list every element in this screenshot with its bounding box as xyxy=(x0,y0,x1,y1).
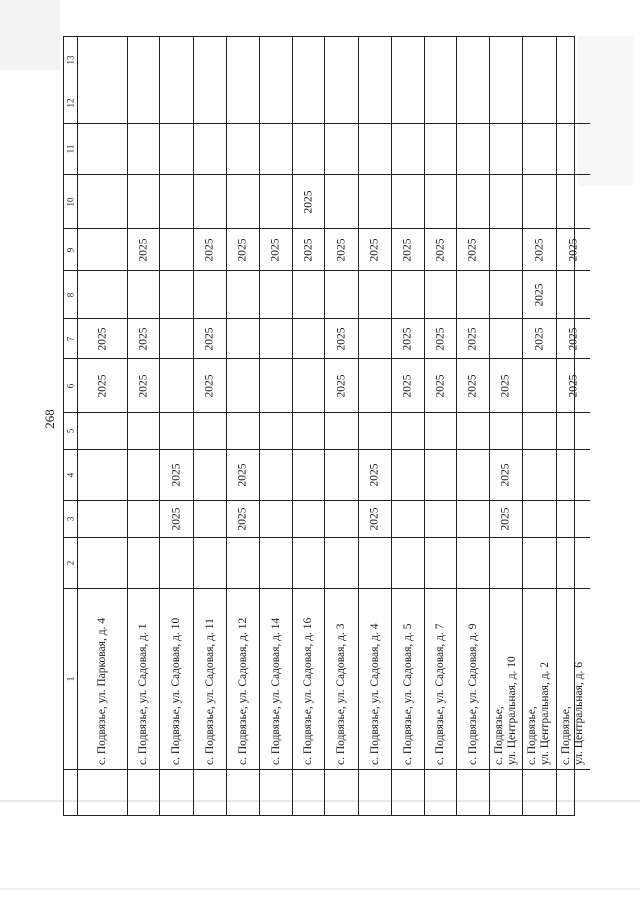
header-label: 11 xyxy=(65,144,75,154)
address-cell xyxy=(557,589,590,770)
value-cell xyxy=(78,538,127,589)
year-value: 2025 xyxy=(137,327,149,350)
address-text: с. Подвязье, ул. Садовая, д. 1 xyxy=(137,623,149,765)
value-cell xyxy=(194,124,226,175)
header-cell xyxy=(64,501,77,538)
value-cell xyxy=(523,501,556,538)
header-cell xyxy=(64,413,77,450)
value-cell xyxy=(325,538,358,589)
value-cell xyxy=(490,538,522,589)
year-value: 2025 xyxy=(203,374,216,397)
address-text: с. Подвязье, ул. Садовая, д. 12 xyxy=(236,617,249,765)
header-cell xyxy=(64,319,77,359)
value-cell xyxy=(194,229,226,271)
value-cell xyxy=(78,271,127,319)
year-value: 2025 xyxy=(137,238,149,261)
header-cell xyxy=(64,589,77,770)
value-cell xyxy=(557,124,590,175)
value-cell xyxy=(260,271,292,319)
address-cell xyxy=(227,589,259,770)
value-cell xyxy=(392,359,424,413)
address-cell xyxy=(523,589,556,770)
year-value: 2025 xyxy=(170,507,182,531)
address-text: с. Подвязье, ул. Центральная, д. 2 xyxy=(526,661,551,765)
address-cell xyxy=(490,589,522,770)
value-cell xyxy=(194,175,226,229)
header-label: 1 xyxy=(65,676,75,682)
header-label: 6 xyxy=(65,383,75,388)
value-cell xyxy=(260,175,292,229)
address-text: с. Подвязье, ул. Садовая, д. 4 xyxy=(368,623,381,765)
value-cell xyxy=(457,82,489,124)
header-label: 3 xyxy=(65,516,75,522)
value-cell xyxy=(359,229,391,271)
header-cell xyxy=(64,124,77,175)
value-cell xyxy=(260,82,292,124)
table-row xyxy=(78,37,128,815)
year-value: 2025 xyxy=(96,327,108,350)
value-cell xyxy=(78,450,127,501)
value-cell xyxy=(227,359,259,413)
year-value: 2025 xyxy=(567,238,579,261)
value-cell xyxy=(293,124,324,175)
address-cell xyxy=(325,589,358,770)
header-cell xyxy=(64,37,77,82)
year-value: 2025 xyxy=(335,238,347,261)
value-cell xyxy=(557,319,590,359)
schedule-table xyxy=(63,36,585,816)
value-cell xyxy=(425,124,456,175)
address-text: с. Подвязье, ул. Садовая, д. 9 xyxy=(466,623,479,765)
value-cell xyxy=(227,271,259,319)
value-cell xyxy=(359,124,391,175)
value-cell xyxy=(392,175,424,229)
header-cell xyxy=(64,175,77,229)
value-cell xyxy=(160,37,193,82)
year-value: 2025 xyxy=(236,463,249,487)
year-value: 2025 xyxy=(533,327,545,350)
value-cell xyxy=(325,37,358,82)
value-cell xyxy=(128,37,159,82)
value-cell xyxy=(523,319,556,359)
year-value: 2025 xyxy=(236,507,249,531)
value-cell xyxy=(260,413,292,450)
value-cell xyxy=(557,82,590,124)
value-cell xyxy=(523,229,556,271)
value-cell xyxy=(425,538,456,589)
value-cell xyxy=(128,271,159,319)
address-text: с. Подвязье, ул. Садовая, д. 7 xyxy=(434,623,446,765)
year-value: 2025 xyxy=(533,283,545,306)
value-cell xyxy=(557,175,590,229)
year-value: 2025 xyxy=(368,238,381,261)
value-cell xyxy=(194,538,226,589)
value-cell xyxy=(260,124,292,175)
year-value: 2025 xyxy=(401,238,414,261)
year-value: 2025 xyxy=(434,238,446,261)
value-cell xyxy=(425,82,456,124)
value-cell xyxy=(523,538,556,589)
header-label: 9 xyxy=(65,247,75,252)
address-text: с. Подвязье, ул. Садовая, д. 11 xyxy=(203,618,216,765)
address-text: с. Подвязье, ул. Парковая, д. 4 xyxy=(96,617,108,765)
value-cell xyxy=(128,82,159,124)
value-cell xyxy=(457,175,489,229)
value-cell xyxy=(194,271,226,319)
value-cell xyxy=(227,175,259,229)
value-cell xyxy=(194,413,226,450)
year-value: 2025 xyxy=(533,238,545,261)
value-cell xyxy=(457,319,489,359)
year-value: 2025 xyxy=(236,238,249,261)
year-value: 2025 xyxy=(499,463,512,487)
address-cell xyxy=(194,589,226,770)
value-cell xyxy=(160,319,193,359)
header-cell xyxy=(64,82,77,124)
address-cell xyxy=(260,589,292,770)
value-cell xyxy=(260,229,292,271)
address-text: с. Подвязье, ул. Садовая, д. 5 xyxy=(401,623,414,765)
value-cell xyxy=(523,413,556,450)
value-cell xyxy=(457,229,489,271)
address-text: с. Подвязье, ул. Садовая, д. 10 xyxy=(170,617,182,765)
value-cell xyxy=(425,229,456,271)
value-cell xyxy=(78,319,127,359)
value-cell xyxy=(160,450,193,501)
value-cell xyxy=(457,37,489,82)
scan-noise xyxy=(0,0,60,70)
value-cell xyxy=(128,175,159,229)
year-value: 2025 xyxy=(466,374,479,397)
value-cell xyxy=(160,501,193,538)
header-cell xyxy=(64,450,77,501)
value-cell xyxy=(523,82,556,124)
value-cell xyxy=(78,413,127,450)
value-cell xyxy=(490,175,522,229)
header-label: 8 xyxy=(65,292,75,297)
value-cell xyxy=(557,501,590,538)
value-cell xyxy=(359,37,391,82)
value-cell xyxy=(293,37,324,82)
table-row xyxy=(194,37,227,815)
value-cell xyxy=(392,124,424,175)
header-label: 2 xyxy=(65,560,75,566)
value-cell xyxy=(359,450,391,501)
value-cell xyxy=(490,359,522,413)
year-value: 2025 xyxy=(499,374,512,397)
table-row xyxy=(293,37,325,815)
header-cell xyxy=(64,359,77,413)
value-cell xyxy=(227,413,259,450)
address-cell xyxy=(392,589,424,770)
value-cell xyxy=(78,37,127,82)
value-cell xyxy=(457,124,489,175)
value-cell xyxy=(523,450,556,501)
value-cell xyxy=(557,271,590,319)
value-cell xyxy=(227,37,259,82)
year-value: 2025 xyxy=(567,327,579,350)
value-cell xyxy=(194,359,226,413)
value-cell xyxy=(194,450,226,501)
value-cell xyxy=(490,124,522,175)
header-cell xyxy=(64,229,77,271)
value-cell xyxy=(359,271,391,319)
value-cell xyxy=(160,359,193,413)
value-cell xyxy=(557,538,590,589)
value-cell xyxy=(425,450,456,501)
value-cell xyxy=(194,37,226,82)
value-cell xyxy=(392,229,424,271)
address-text: с. Подвязье, ул. Центральная, д. 10 xyxy=(492,656,518,765)
address-cell xyxy=(425,589,456,770)
header-label: 10 xyxy=(65,197,75,206)
value-cell xyxy=(523,175,556,229)
address-cell xyxy=(293,589,324,770)
value-cell xyxy=(160,229,193,271)
value-cell xyxy=(194,319,226,359)
value-cell xyxy=(293,175,324,229)
address-cell xyxy=(78,589,127,770)
value-cell xyxy=(293,82,324,124)
header-cell xyxy=(64,538,77,589)
value-cell xyxy=(293,319,324,359)
value-cell xyxy=(160,413,193,450)
value-cell xyxy=(78,175,127,229)
header-label: 12 xyxy=(65,98,75,107)
value-cell xyxy=(425,175,456,229)
value-cell xyxy=(457,538,489,589)
value-cell xyxy=(160,124,193,175)
value-cell xyxy=(128,501,159,538)
year-value: 2025 xyxy=(499,507,512,531)
scan-noise xyxy=(0,888,640,890)
value-cell xyxy=(557,413,590,450)
value-cell xyxy=(160,82,193,124)
value-cell xyxy=(392,271,424,319)
table-row xyxy=(392,37,425,815)
header-label: 5 xyxy=(65,428,75,434)
value-cell xyxy=(160,175,193,229)
table-row xyxy=(227,37,260,815)
value-cell xyxy=(490,450,522,501)
value-cell xyxy=(260,37,292,82)
header-cell xyxy=(64,271,77,319)
value-cell xyxy=(227,124,259,175)
value-cell xyxy=(490,413,522,450)
value-cell xyxy=(160,538,193,589)
header-label: 7 xyxy=(65,336,75,341)
value-cell xyxy=(260,359,292,413)
address-text: с. Подвязье, ул. Центральная, д. 6 xyxy=(559,661,585,765)
header-label: 4 xyxy=(65,472,75,478)
value-cell xyxy=(260,538,292,589)
value-cell xyxy=(359,82,391,124)
year-value: 2025 xyxy=(567,374,579,397)
value-cell xyxy=(194,501,226,538)
value-cell xyxy=(457,413,489,450)
value-cell xyxy=(325,82,358,124)
address-text: с. Подвязье, ул. Садовая, д. 16 xyxy=(302,617,314,765)
year-value: 2025 xyxy=(401,374,414,397)
value-cell xyxy=(325,124,358,175)
value-cell xyxy=(425,271,456,319)
value-cell xyxy=(78,124,127,175)
value-cell xyxy=(392,501,424,538)
year-value: 2025 xyxy=(434,327,446,350)
value-cell xyxy=(128,124,159,175)
value-cell xyxy=(392,538,424,589)
value-cell xyxy=(490,319,522,359)
value-cell xyxy=(392,319,424,359)
value-cell xyxy=(359,319,391,359)
value-cell xyxy=(359,359,391,413)
year-value: 2025 xyxy=(335,374,347,397)
value-cell xyxy=(490,37,522,82)
value-cell xyxy=(293,359,324,413)
value-cell xyxy=(490,271,522,319)
value-cell xyxy=(78,229,127,271)
value-cell xyxy=(392,82,424,124)
value-cell xyxy=(457,359,489,413)
table-row xyxy=(128,37,160,815)
value-cell xyxy=(359,501,391,538)
value-cell xyxy=(457,450,489,501)
value-cell xyxy=(523,271,556,319)
value-cell xyxy=(392,413,424,450)
value-cell xyxy=(260,450,292,501)
value-cell xyxy=(227,319,259,359)
table-row xyxy=(557,37,590,815)
value-cell xyxy=(293,413,324,450)
value-cell xyxy=(359,538,391,589)
value-cell xyxy=(325,413,358,450)
address-text: с. Подвязье, ул. Садовая, д. 3 xyxy=(335,623,347,765)
value-cell xyxy=(425,413,456,450)
value-cell xyxy=(293,538,324,589)
value-cell xyxy=(128,229,159,271)
value-cell xyxy=(78,359,127,413)
year-value: 2025 xyxy=(302,238,314,261)
value-cell xyxy=(293,271,324,319)
value-cell xyxy=(557,450,590,501)
value-cell xyxy=(425,359,456,413)
value-cell xyxy=(227,538,259,589)
year-value: 2025 xyxy=(466,327,479,350)
value-cell xyxy=(359,413,391,450)
value-cell xyxy=(490,82,522,124)
value-cell xyxy=(325,271,358,319)
year-value: 2025 xyxy=(203,238,216,261)
value-cell xyxy=(457,271,489,319)
value-cell xyxy=(325,501,358,538)
value-cell xyxy=(260,319,292,359)
value-cell xyxy=(227,501,259,538)
table-row xyxy=(160,37,194,815)
year-value: 2025 xyxy=(401,327,414,350)
table-row xyxy=(457,37,490,815)
year-value: 2025 xyxy=(203,327,216,350)
value-cell xyxy=(194,82,226,124)
table-row xyxy=(359,37,392,815)
value-cell xyxy=(227,229,259,271)
value-cell xyxy=(325,359,358,413)
value-cell xyxy=(490,229,522,271)
value-cell xyxy=(128,359,159,413)
value-cell xyxy=(325,229,358,271)
year-value: 2025 xyxy=(368,463,381,487)
year-value: 2025 xyxy=(302,190,314,213)
table-row xyxy=(490,37,523,815)
value-cell xyxy=(359,175,391,229)
value-cell xyxy=(523,37,556,82)
value-cell xyxy=(293,501,324,538)
value-cell xyxy=(325,319,358,359)
value-cell xyxy=(227,450,259,501)
value-cell xyxy=(325,175,358,229)
header-label: 13 xyxy=(65,55,75,64)
table-row xyxy=(425,37,457,815)
year-value: 2025 xyxy=(137,374,149,397)
table-row xyxy=(260,37,293,815)
value-cell xyxy=(78,501,127,538)
value-cell xyxy=(557,359,590,413)
year-value: 2025 xyxy=(368,507,381,531)
address-text: с. Подвязье, ул. Садовая, д. 14 xyxy=(269,617,282,765)
value-cell xyxy=(425,37,456,82)
value-cell xyxy=(425,501,456,538)
value-cell xyxy=(392,37,424,82)
value-cell xyxy=(260,501,292,538)
address-cell xyxy=(128,589,159,770)
value-cell xyxy=(128,538,159,589)
value-cell xyxy=(128,319,159,359)
value-cell xyxy=(128,450,159,501)
table-row xyxy=(523,37,557,815)
year-value: 2025 xyxy=(434,374,446,397)
value-cell xyxy=(523,359,556,413)
value-cell xyxy=(490,501,522,538)
year-value: 2025 xyxy=(335,327,347,350)
value-cell xyxy=(523,124,556,175)
year-value: 2025 xyxy=(269,238,282,261)
value-cell xyxy=(325,450,358,501)
value-cell xyxy=(425,319,456,359)
address-cell xyxy=(457,589,489,770)
table-header-row xyxy=(64,37,78,815)
value-cell xyxy=(128,413,159,450)
value-cell xyxy=(293,450,324,501)
value-cell xyxy=(392,450,424,501)
year-value: 2025 xyxy=(170,463,182,487)
value-cell xyxy=(78,82,127,124)
value-cell xyxy=(227,82,259,124)
year-value: 2025 xyxy=(96,374,108,397)
table-row xyxy=(325,37,359,815)
address-cell xyxy=(359,589,391,770)
page-number: 268 xyxy=(42,409,57,429)
value-cell xyxy=(557,229,590,271)
address-cell xyxy=(160,589,193,770)
value-cell xyxy=(293,229,324,271)
value-cell xyxy=(557,37,590,82)
value-cell xyxy=(457,501,489,538)
year-value: 2025 xyxy=(466,238,479,261)
value-cell xyxy=(160,271,193,319)
